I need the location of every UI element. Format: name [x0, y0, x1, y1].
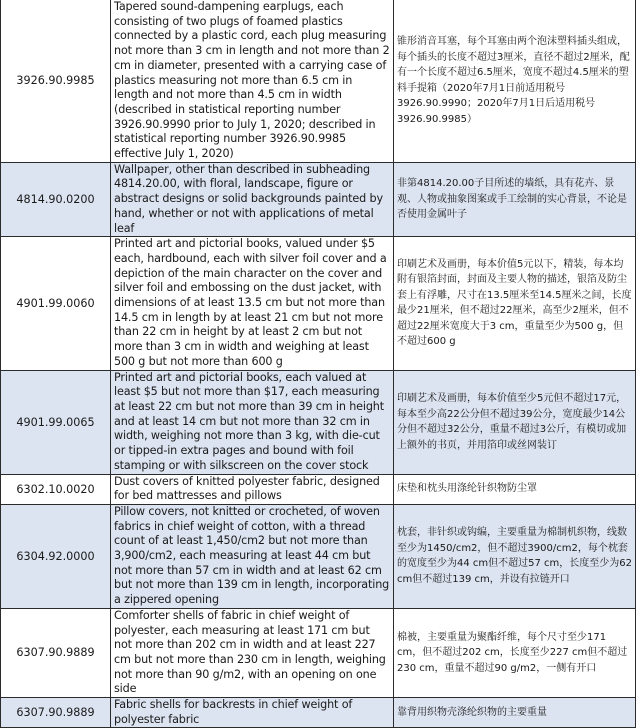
hts-code-cell: 3926.90.9985	[1, 0, 111, 162]
hts-code-cell: 6304.92.0000	[1, 504, 111, 608]
table-row	[1, 162, 636, 237]
hts-code-cell: 4814.90.0200	[1, 162, 111, 237]
hts-code-cell: 4901.99.0065	[1, 370, 111, 474]
description-en-cell: Dust covers of knitted polyester fabric, designed for bed mattresses and pillows	[111, 474, 394, 504]
description-en-cell: Tapered sound-dampening earplugs, each consisting of two plugs of foamed plastics connected by a plastic cord, each plug measuring not more than 3 cm in length and not more than 2 cm in diameter, presented with a carrying case of plastics measuring not more than 6.5 cm in length and not more than 4.5 cm in width (described in statistical reporting number 3926.90.9990 prior to July 1, 2020; described in statistical reporting number 3926.90.9985 effective July 1, 2020)	[111, 0, 394, 162]
hts-code-cell: 4901.99.0060	[1, 237, 111, 370]
description-en-cell: Pillow covers, not knitted or crocheted, of woven fabrics in chief weight of cotton, with a thread count of at least 1,450/cm2 but not more than 3,900/cm2, each measuring at least 44 cm but not more than 57 cm in width and at least 62 cm but not more than 139 cm in length, incorporating a zippered opening	[111, 504, 394, 608]
description-zh-cell: 非第4814.20.00子目所述的墙纸，具有花卉、景观、人物或抽象图案或手工绘制的实心背景，不论是否使用金属叶子	[394, 162, 636, 237]
description-zh-cell: 靠背用织物壳涤纶织物的主要重量	[394, 698, 636, 728]
table-row	[1, 698, 636, 728]
table-row	[1, 370, 636, 474]
description-zh-cell: 棉被，主要重量为聚酯纤维，每个尺寸至少171 cm，但不超过202 cm，长度至少227 cm但不超过230 cm，重量不超过90 g/m2，一侧有开口	[394, 608, 636, 697]
table-row	[1, 608, 636, 697]
description-en-cell: Wallpaper, other than described in subheading 4814.20.00, with floral, landscape, figure or abstract designs or solid backgrounds painted by hand, whether or not with applications of metal leaf	[111, 162, 394, 237]
description-en-cell: Printed art and pictorial books, valued under $5 each, hardbound, each with silver foil cover and a depiction of the main character on the cover and silver foil and embossing on the dust jacket, with dimensions of at least 13.5 cm but not more than 14.5 cm in length by at least 21 cm but not more than 22 cm in height by at least 2 cm but not more than 3 cm in width and weighing at least 500 g but not more than 600 g	[111, 237, 394, 370]
description-en-cell: Fabric shells for backrests in chief weight of polyester fabric	[111, 698, 394, 728]
description-zh-cell: 印刷艺术及画册，每本价值至少5元但不超过17元，每本至少高22公分但不超过39公分，宽度最少14公分但不超过32公分，重量不超过3公斤，有模切或加上额外的书页，并用箔印或丝网装订	[394, 370, 636, 474]
table-row	[1, 237, 636, 370]
hts-code-cell: 6307.90.9889	[1, 608, 111, 697]
description-en-cell: Printed art and pictorial books, each valued at least $5 but not more than $17, each measuring at least 22 cm but not more than 39 cm in height and at least 14 cm but not more than 32 cm in width, weighing not more than 3 kg, with die-cut or tipped-in extra pages and bound with foil stamping or with silkscreen on the cover stock	[111, 370, 394, 474]
hts-code-cell: 6302.10.0020	[1, 474, 111, 504]
description-zh-cell: 印刷艺术及画册，每本价值5元以下，精装，每本均附有银箔封面，封面及主要人物的描述，银箔及防尘套上有浮雕，尺寸在13.5厘米至14.5厘米之间，长度最少21厘米，但不超过22厘米，高至少2厘米，但不超过22厘米宽度大于3 cm，重量至少为500 g，但不超过600 g	[394, 237, 636, 370]
description-en-cell: Comforter shells of fabric in chief weight of polyester, each measuring at least 171 cm but not more than 202 cm in width and at least 227 cm but not more than 230 cm in length, weighing not more than 90 g/m2, with an opening on one side	[111, 608, 394, 697]
table-row	[1, 504, 636, 608]
description-zh-cell: 枕套，非针织或钩编，主要重量为棉制机织物，线数至少为1450/cm2，但不超过3900/cm2，每个枕套的宽度至少为44 cm但不超过57 cm，长度至少为62 cm但不超过139 cm，并设有拉链开口	[394, 504, 636, 608]
table-row	[1, 0, 636, 162]
table-row	[1, 474, 636, 504]
description-zh-cell: 锥形消音耳塞，每个耳塞由两个泡沫塑料插头组成，每个插头的长度不超过3厘米，直径不超过2厘米，配有一个长度不超过6.5厘米，宽度不超过4.5厘米的塑料手提箱（2020年7月1日前适用税号3926.90.9990；2020年7月1日后适用税号3926.90.9985）	[394, 0, 636, 162]
hts-code-cell: 6307.90.9889	[1, 698, 111, 728]
description-zh-cell: 床垫和枕头用涤纶针织物防尘罩	[394, 474, 636, 504]
